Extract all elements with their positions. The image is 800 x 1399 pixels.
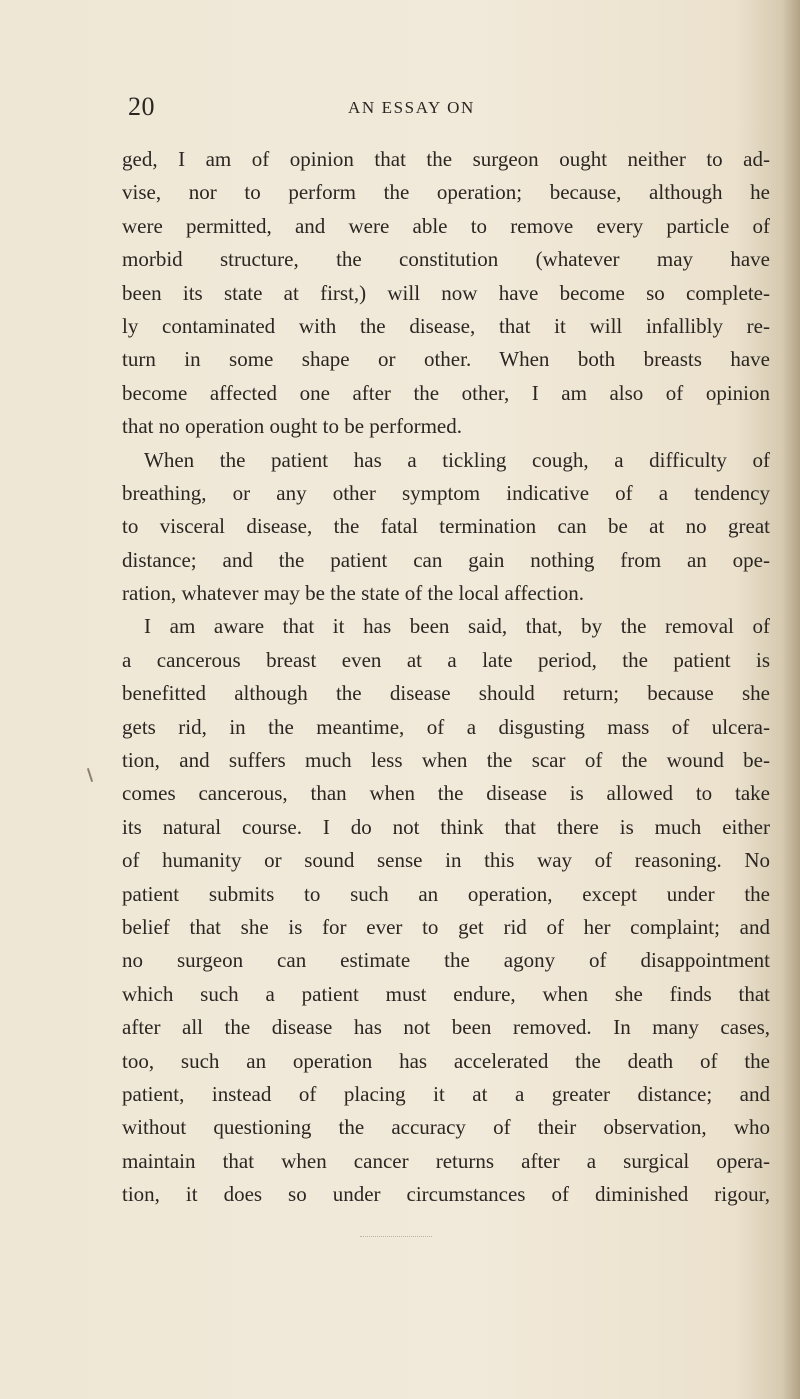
text-line: been its state at first,) will now have become so complete- bbox=[122, 280, 770, 305]
text-line: maintain that when cancer returns after a surgical opera- bbox=[122, 1148, 770, 1173]
text-line: gets rid, in the meantime, of a disgusting mass of ulcera- bbox=[122, 714, 770, 739]
body-text bbox=[122, 143, 770, 1212]
text-line: patient submits to such an operation, except under the bbox=[122, 881, 770, 906]
paragraph-start-line: When the patient has a tickling cough, a difficulty of bbox=[144, 447, 770, 472]
page-number: 20 bbox=[128, 92, 155, 121]
running-head: AN ESSAY ON bbox=[348, 98, 475, 117]
text-line: belief that she is for ever to get rid of her complaint; and bbox=[122, 914, 770, 939]
page-edge-shadow bbox=[782, 0, 800, 1399]
text-line: tion, and suffers much less when the scar of the wound be- bbox=[122, 748, 770, 773]
text-line: ly contaminated with the disease, that it will infallibly re- bbox=[122, 313, 770, 338]
text-line: distance; and the patient can gain nothing from an ope- bbox=[122, 547, 770, 572]
page-header bbox=[128, 92, 768, 122]
text-line: of humanity or sound sense in this way of reasoning. No bbox=[122, 848, 770, 873]
text-line: were permitted, and were able to remove every particle of bbox=[122, 213, 770, 238]
text-line: turn in some shape or other. When both breasts have bbox=[122, 347, 770, 372]
text-line: breathing, or any other symptom indicative of a tendency bbox=[122, 480, 770, 505]
margin-mark bbox=[87, 768, 93, 782]
text-line: no surgeon can estimate the agony of disappointment bbox=[122, 948, 770, 973]
text-line: which such a patient must endure, when she finds that bbox=[122, 981, 770, 1006]
text-line: comes cancerous, than when the disease is allowed to take bbox=[122, 781, 770, 806]
text-line: tion, it does so under circumstances of diminished rigour, bbox=[122, 1182, 770, 1207]
text-line: ration, whatever may be the state of the local affection. bbox=[122, 581, 584, 606]
text-line: vise, nor to perform the operation; because, although he bbox=[122, 180, 770, 205]
text-line: to visceral disease, the fatal termination can be at no great bbox=[122, 514, 770, 539]
paragraph-start-line: I am aware that it has been said, that, by the removal of bbox=[144, 614, 770, 639]
text-line: its natural course. I do not think that there is much either bbox=[122, 814, 770, 839]
text-line: patient, instead of placing it at a greater distance; and bbox=[122, 1081, 770, 1106]
text-line: ged, I am of opinion that the surgeon ought neither to ad- bbox=[122, 147, 770, 171]
text-line: a cancerous breast even at a late period, the patient is bbox=[122, 647, 770, 672]
text-line: become affected one after the other, I am also of opinion bbox=[122, 380, 770, 405]
text-line: that no operation ought to be performed. bbox=[122, 414, 462, 439]
bleed-through-mark bbox=[360, 1236, 432, 1237]
text-line: too, such an operation has accelerated the death of the bbox=[122, 1048, 770, 1073]
text-line: after all the disease has not been removed. In many cases, bbox=[122, 1015, 770, 1040]
text-line: morbid structure, the constitution (whatever may have bbox=[122, 247, 770, 272]
text-line: benefitted although the disease should return; because she bbox=[122, 681, 770, 706]
text-line: without questioning the accuracy of their observation, who bbox=[122, 1115, 770, 1140]
